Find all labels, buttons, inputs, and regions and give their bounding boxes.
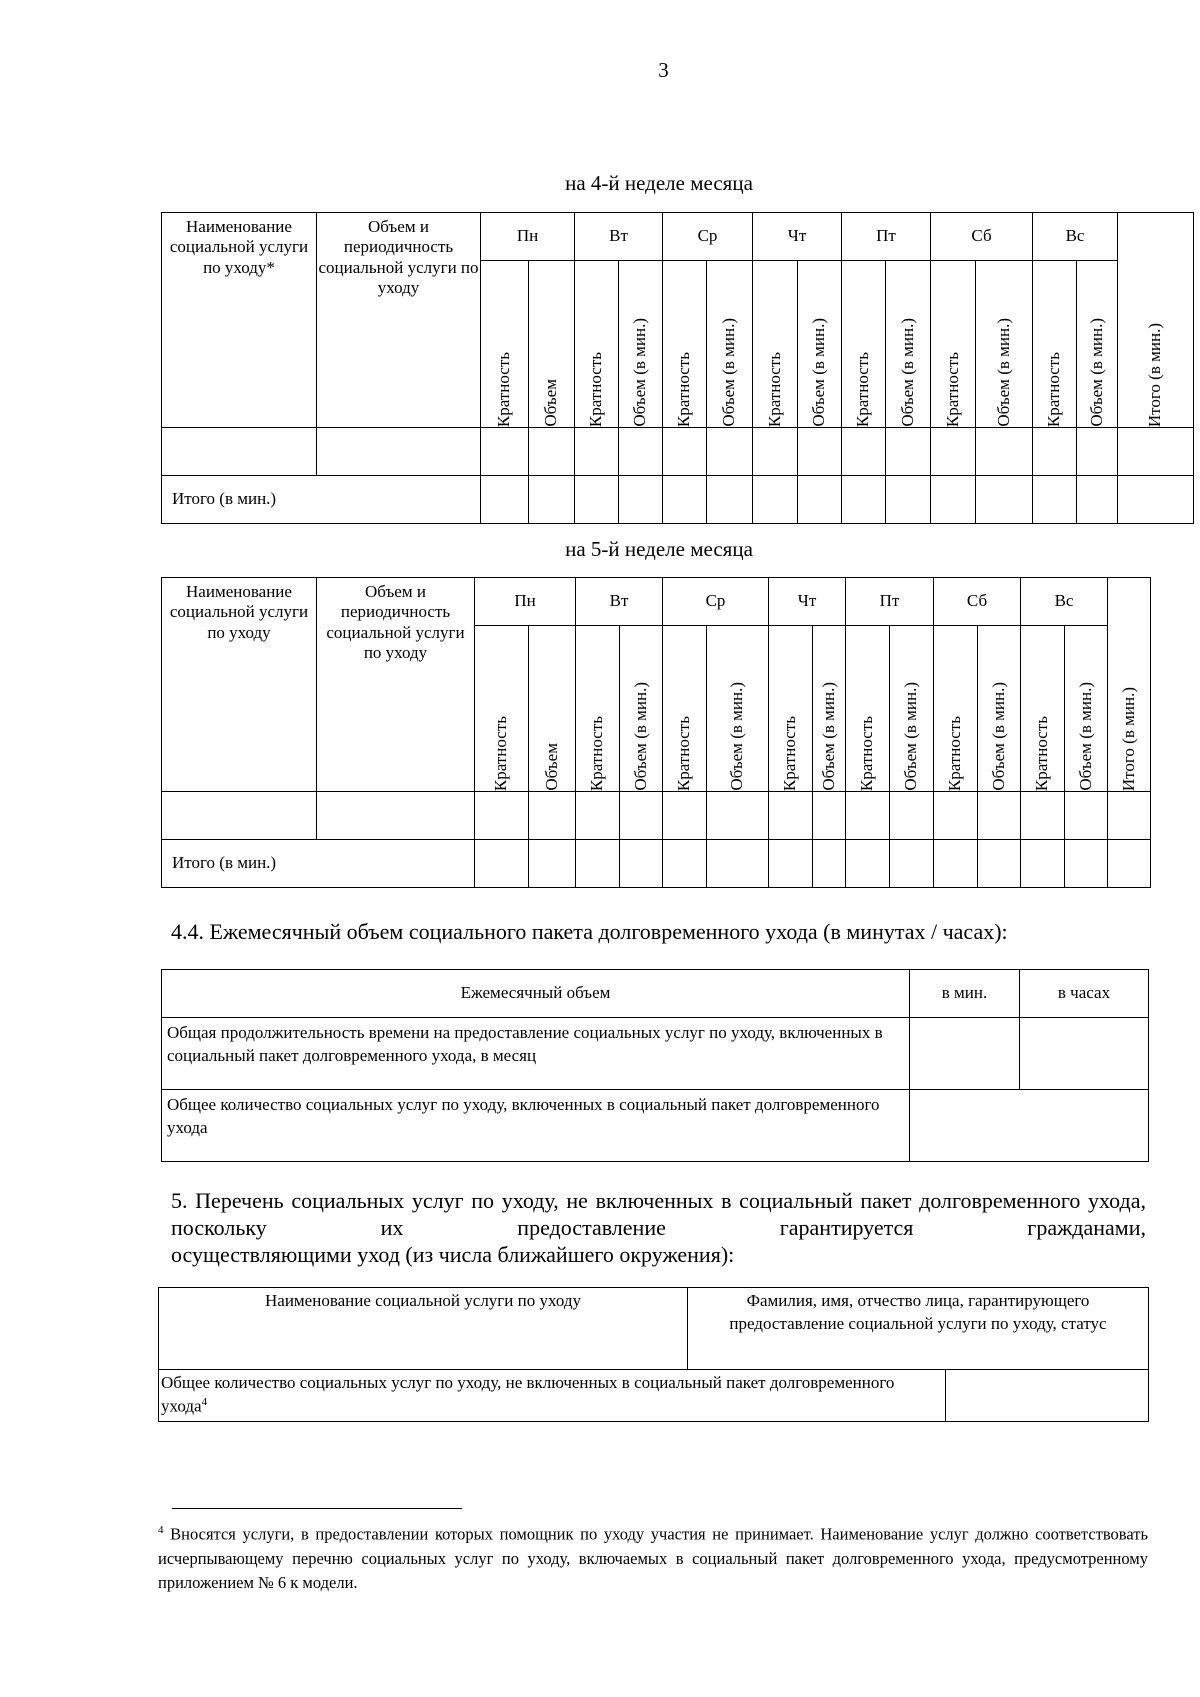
day-header: Пт [842, 213, 931, 261]
sub-frequency: Кратность [842, 261, 886, 428]
sub-frequency: Кратность [576, 626, 620, 792]
empty-row [162, 428, 1194, 476]
col-service-name: Наименование социальной услуги по уходу [159, 1288, 688, 1370]
sub-volume: Объем [529, 261, 575, 428]
sub-frequency: Кратность [663, 261, 707, 428]
footnote-separator [172, 1508, 462, 1509]
day-header: Ср [663, 213, 753, 261]
sub-frequency: Кратность [934, 626, 978, 792]
sub-frequency: Кратность [475, 626, 529, 792]
page-number: 3 [658, 58, 669, 82]
sub-volume: Объем (в мин.) [978, 626, 1021, 792]
sub-frequency: Кратность [931, 261, 976, 428]
section-4-4-heading: 4.4. Ежемесячный объем социального пакета долговременного ухода (в минутах / часах): [171, 919, 1008, 944]
day-header: Вс [1021, 578, 1108, 626]
empty-row [162, 792, 1151, 840]
sub-frequency: Кратность [769, 626, 813, 792]
day-header: Сб [931, 213, 1033, 261]
sub-volume: Объем (в мин.) [707, 261, 753, 428]
sub-volume: Объем (в мин.) [1065, 626, 1108, 792]
week4-table [161, 212, 1194, 524]
day-header: Ср [663, 578, 769, 626]
day-header: Сб [934, 578, 1021, 626]
sub-volume: Объем (в мин.) [813, 626, 846, 792]
excluded-services-table [158, 1287, 1149, 1422]
section-5-heading [171, 1187, 1146, 1268]
total-row [162, 840, 1151, 888]
week5-table [161, 577, 1151, 888]
sub-volume: Объем (в мин.) [620, 626, 663, 792]
day-header: Пт [846, 578, 934, 626]
row-total-duration: Общая продолжительность времени на предоставление социальных услуг по уходу, включенных в социальный пакет долговременного ухода, в месяц [162, 1018, 910, 1090]
sub-volume: Объем (в мин.) [976, 261, 1033, 428]
sub-volume: Объем (в мин.) [707, 626, 769, 792]
footnote-text: Вносятся услуги, в предоставлении которых помощник по уходу участия не принимает. Наименование услуг должно соответствовать исчерпывающему перечню социальных услуг по уходу, включаемых в социальный пакет долговременного ухода, предусмотренному приложением № 6 к модели. [158, 1524, 1148, 1592]
cell-hours [1020, 1018, 1149, 1090]
sub-volume: Объем (в мин.) [1077, 261, 1118, 428]
col-total-header: Итого (в мин.) [1118, 213, 1194, 428]
col-service-name-header: Наименование социальной услуги по уходу [162, 578, 317, 792]
col-volume-header: Объем и периодичность социальной услуги по уходу [317, 213, 481, 428]
sub-volume: Объем [529, 626, 576, 792]
total-row-label: Итого (в мин.) [162, 840, 475, 888]
footnote [158, 1518, 1148, 1595]
sub-frequency: Кратность [1033, 261, 1077, 428]
col-hours: в часах [1020, 970, 1149, 1018]
week5-caption: на 5-й неделе месяца [565, 537, 753, 561]
day-header: Вт [576, 578, 663, 626]
day-header: Вт [575, 213, 663, 261]
section-5-heading-last: осуществляющими уход (из числа ближайшего окружения): [171, 1242, 735, 1267]
sub-frequency: Кратность [1021, 626, 1065, 792]
sub-frequency: Кратность [481, 261, 529, 428]
footnote-mark: 4 [158, 1524, 164, 1536]
sub-volume: Объем (в мин.) [619, 261, 663, 428]
sub-frequency: Кратность [846, 626, 890, 792]
sub-frequency: Кратность [575, 261, 619, 428]
day-header: Чт [753, 213, 842, 261]
day-header: Пн [475, 578, 576, 626]
day-header: Пн [481, 213, 575, 261]
col-total-header: Итого (в мин.) [1108, 578, 1151, 792]
row-excluded-total: Общее количество социальных услуг по уходу, не включенных в социальный пакет долговременного ухода$^4$ [159, 1370, 946, 1422]
sub-frequency: Кратность [753, 261, 798, 428]
col-monthly-volume: Ежемесячный объем [162, 970, 910, 1018]
day-header: Вс [1033, 213, 1118, 261]
day-header: Чт [769, 578, 846, 626]
week4-caption: на 4-й неделе месяца [565, 171, 753, 195]
cell-excluded-total [946, 1370, 1149, 1422]
cell-count [910, 1090, 1149, 1162]
cell-minutes [910, 1018, 1020, 1090]
col-guarantor: Фамилия, имя, отчество лица, гарантирующего предоставление социальной услуги по уходу, статус [688, 1288, 1149, 1370]
col-volume-header: Объем и периодичность социальной услуги по уходу [317, 578, 475, 792]
sub-volume: Объем (в мин.) [886, 261, 931, 428]
total-row [162, 476, 1194, 524]
footnote-ref: 4 [201, 1395, 208, 1408]
sub-volume: Объем (в мин.) [798, 261, 842, 428]
col-minutes: в мин. [910, 970, 1020, 1018]
section-5-heading-main: 5. Перечень социальных услуг по уходу, не включенных в социальный пакет долговременного ухода, поскольку их предоставление гарантируется гражданами, [171, 1188, 1146, 1240]
total-row-label: Итого (в мин.) [162, 476, 481, 524]
monthly-volume-table [161, 969, 1149, 1162]
sub-volume: Объем (в мин.) [890, 626, 934, 792]
col-service-name-header: Наименование социальной услуги по уходу* [162, 213, 317, 428]
sub-frequency: Кратность [663, 626, 707, 792]
row-total-count: Общее количество социальных услуг по уходу, включенных в социальный пакет долговременного ухода [162, 1090, 910, 1162]
